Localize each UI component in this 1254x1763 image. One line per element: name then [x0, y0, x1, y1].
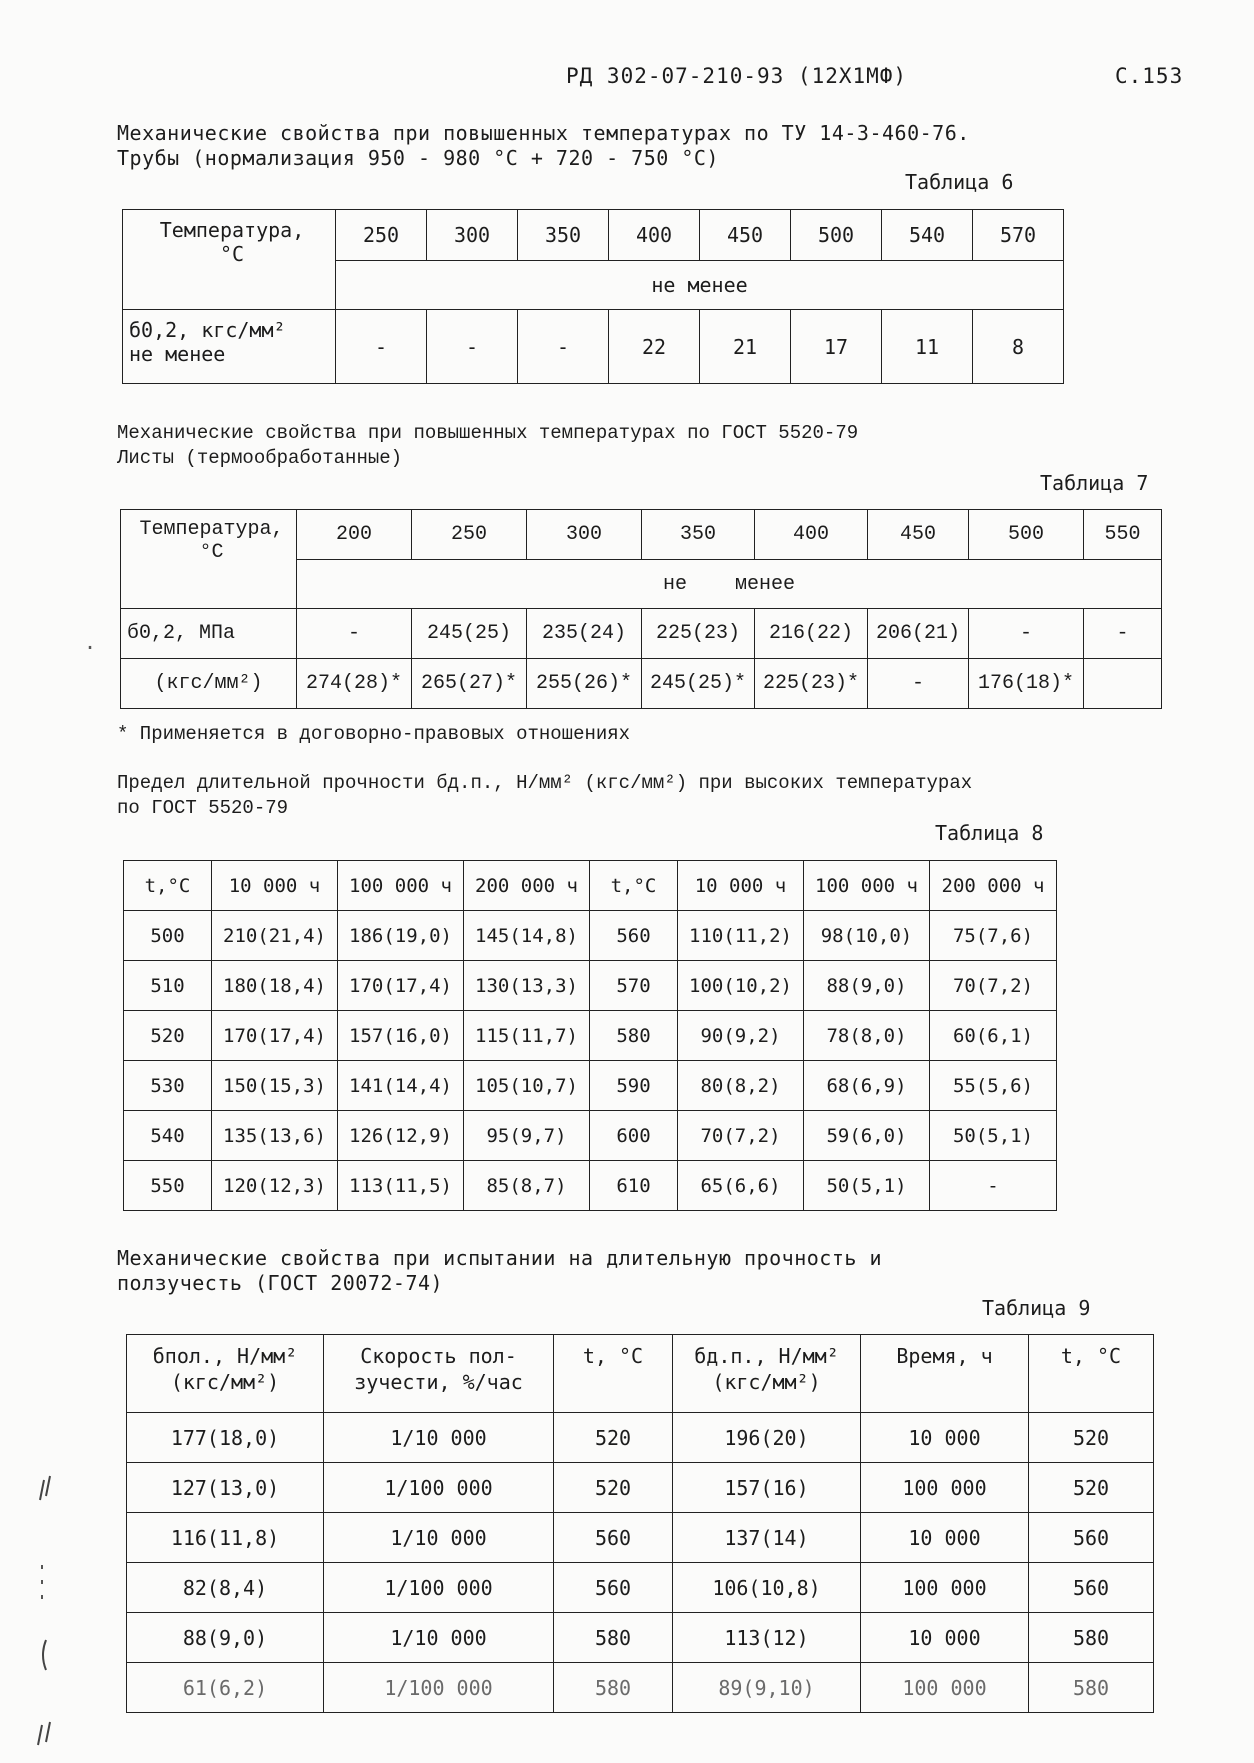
t7-temp-cell: 400: [755, 510, 868, 560]
table-cell: 1/100 000: [324, 1563, 554, 1613]
table-cell: 560: [590, 911, 678, 961]
table-cell: 98(10,0): [804, 911, 930, 961]
t7-temp-cell: 550: [1084, 510, 1162, 560]
table-cell: 10 000: [861, 1513, 1029, 1563]
table-9: [126, 1334, 1154, 1713]
t7-kgs-cell: 225(23)*: [755, 659, 868, 709]
table-cell: 55(5,6): [930, 1061, 1057, 1111]
t9-col-header: бд.п., Н/мм² (кгс/мм²): [673, 1335, 861, 1413]
table-cell: 120(12,3): [212, 1161, 338, 1211]
table-row: [127, 1563, 1154, 1613]
t6-temp-cell: 300: [427, 210, 518, 261]
t7-mpa-cell: 245(25): [412, 609, 527, 659]
table-cell: 80(8,2): [678, 1061, 804, 1111]
table-cell: 135(13,6): [212, 1111, 338, 1161]
t7-temp-header: Температура, °С: [121, 510, 297, 609]
table-cell: 560: [1029, 1563, 1154, 1613]
t7-kgs-cell: -: [868, 659, 969, 709]
table-cell: 196(20): [673, 1413, 861, 1463]
table-cell: 520: [1029, 1413, 1154, 1463]
t7-mpa-cell: 225(23): [642, 609, 755, 659]
t9-col-header: t, °С: [1029, 1335, 1154, 1413]
t7-kgs-cell: 245(25)*: [642, 659, 755, 709]
table7-caption-line2: Листы (термообработанные): [117, 447, 403, 469]
t6-value-cell: 17: [791, 310, 882, 384]
table-cell: 550: [124, 1161, 212, 1211]
t6-temp-cell: 450: [700, 210, 791, 261]
table-cell: 90(9,2): [678, 1011, 804, 1061]
table-cell: 100(10,2): [678, 961, 804, 1011]
table-6: [122, 209, 1064, 384]
t7-temp-cell: 200: [297, 510, 412, 560]
t7-temp-cell: 350: [642, 510, 755, 560]
t6-temp-cell: 350: [518, 210, 609, 261]
table-cell: 65(6,6): [678, 1161, 804, 1211]
table7-caption-line1: Механические свойства при повышенных температурах по ГОСТ 5520-79: [117, 422, 859, 444]
table-cell: 520: [554, 1413, 673, 1463]
table-cell: 180(18,4): [212, 961, 338, 1011]
t7-kgs-cell: 176(18)*: [969, 659, 1084, 709]
t6-value-cell: -: [427, 310, 518, 384]
table-cell: 100 000: [861, 1663, 1029, 1713]
table-cell: 126(12,9): [338, 1111, 464, 1161]
t9-col-header: Время, ч: [861, 1335, 1029, 1413]
t7-mpa-header: б0,2, МПа: [121, 609, 297, 659]
t8-col-header: 10 000 ч: [212, 861, 338, 911]
table-row: [124, 961, 1057, 1011]
t6-stress-header: б0,2, кгс/мм² не менее: [123, 310, 336, 384]
margin-scan-marks: [30, 1470, 70, 1760]
table-cell: 560: [1029, 1513, 1154, 1563]
t7-mpa-cell: -: [297, 609, 412, 659]
t8-col-header: 100 000 ч: [338, 861, 464, 911]
table-cell: 10 000: [861, 1613, 1029, 1663]
t6-value-cell: -: [336, 310, 427, 384]
t7-temp-cell: 500: [969, 510, 1084, 560]
t6-temp-cell: 250: [336, 210, 427, 261]
t6-value-cell: 21: [700, 310, 791, 384]
table-cell: 580: [1029, 1613, 1154, 1663]
t7-kgs-header: (кгс/мм²): [121, 659, 297, 709]
table-cell: 88(9,0): [127, 1613, 324, 1663]
margin-dot: .: [84, 630, 97, 654]
table-7: [120, 509, 1162, 709]
t6-temp-header: Температура, °С: [123, 210, 336, 310]
table-cell: 82(8,4): [127, 1563, 324, 1613]
table-cell: 530: [124, 1061, 212, 1111]
table-row: [127, 1413, 1154, 1463]
table-cell: 1/10 000: [324, 1613, 554, 1663]
table-cell: 210(21,4): [212, 911, 338, 961]
t6-temp-cell: 570: [973, 210, 1064, 261]
table-cell: 150(15,3): [212, 1061, 338, 1111]
table-cell: 580: [590, 1011, 678, 1061]
t7-mpa-cell: 235(24): [527, 609, 642, 659]
t8-col-header: 200 000 ч: [930, 861, 1057, 911]
table-cell: 100 000: [861, 1463, 1029, 1513]
table-cell: 60(6,1): [930, 1011, 1057, 1061]
table-cell: 89(9,10): [673, 1663, 861, 1713]
table-cell: 157(16,0): [338, 1011, 464, 1061]
table9-label: Таблица 9: [982, 1296, 1091, 1320]
table-cell: 100 000: [861, 1563, 1029, 1613]
table-cell: 68(6,9): [804, 1061, 930, 1111]
table-cell: 580: [554, 1613, 673, 1663]
table-cell: 145(14,8): [464, 911, 590, 961]
t7-kgs-cell: 265(27)*: [412, 659, 527, 709]
table-row: [127, 1613, 1154, 1663]
t9-col-header: Скорость пол- зучести, %/час: [324, 1335, 554, 1413]
t8-col-header: t,°С: [124, 861, 212, 911]
table-cell: 88(9,0): [804, 961, 930, 1011]
table-cell: 570: [590, 961, 678, 1011]
table-cell: 116(11,8): [127, 1513, 324, 1563]
table-cell: 177(18,0): [127, 1413, 324, 1463]
t7-kgs-cell: 255(26)*: [527, 659, 642, 709]
table-row: [124, 911, 1057, 961]
table-cell: 78(8,0): [804, 1011, 930, 1061]
table-cell: 520: [554, 1463, 673, 1513]
table8-caption-line1: Предел длительной прочности бд.п., Н/мм² (кгс/мм²) при высоких температурах: [117, 772, 973, 794]
t7-mpa-cell: -: [969, 609, 1084, 659]
t6-temp-cell: 540: [882, 210, 973, 261]
table-8: [123, 860, 1057, 1211]
t8-col-header: 100 000 ч: [804, 861, 930, 911]
document-code: РД 302-07-210-93 (12Х1МФ): [566, 64, 908, 88]
table-cell: -: [930, 1161, 1057, 1211]
table-cell: 610: [590, 1161, 678, 1211]
table-row: [124, 1061, 1057, 1111]
t8-col-header: t,°С: [590, 861, 678, 911]
t8-col-header: 10 000 ч: [678, 861, 804, 911]
table-cell: 1/10 000: [324, 1513, 554, 1563]
table-cell: 110(11,2): [678, 911, 804, 961]
t6-value-cell: 8: [973, 310, 1064, 384]
table-cell: 127(13,0): [127, 1463, 324, 1513]
t7-temp-cell: 250: [412, 510, 527, 560]
table-cell: 113(12): [673, 1613, 861, 1663]
t6-min-note: не менее: [336, 261, 1064, 310]
table9-caption-line1: Механические свойства при испытании на длительную прочность и: [117, 1246, 883, 1270]
table-cell: 50(5,1): [930, 1111, 1057, 1161]
table-cell: 70(7,2): [930, 961, 1057, 1011]
table-cell: 141(14,4): [338, 1061, 464, 1111]
table-cell: 590: [590, 1061, 678, 1111]
table-cell: 95(9,7): [464, 1111, 590, 1161]
table-cell: 59(6,0): [804, 1111, 930, 1161]
table-cell: 61(6,2): [127, 1663, 324, 1713]
table-cell: 105(10,7): [464, 1061, 590, 1111]
table-cell: 157(16): [673, 1463, 861, 1513]
table-cell: 75(7,6): [930, 911, 1057, 961]
table-cell: 500: [124, 911, 212, 961]
t7-mpa-cell: -: [1084, 609, 1162, 659]
table6-caption-line1: Механические свойства при повышенных температурах по ТУ 14-3-460-76.: [117, 121, 970, 145]
table-row: [124, 1011, 1057, 1061]
t9-col-header: бпол., Н/мм² (кгс/мм²): [127, 1335, 324, 1413]
table-cell: 1/10 000: [324, 1413, 554, 1463]
table-row: [127, 1663, 1154, 1713]
table6-label: Таблица 6: [905, 170, 1014, 194]
t6-temp-cell: 400: [609, 210, 700, 261]
table9-caption-line2: ползучесть (ГОСТ 20072-74): [117, 1271, 444, 1295]
table-cell: 85(8,7): [464, 1161, 590, 1211]
table-cell: 1/100 000: [324, 1663, 554, 1713]
table8-label: Таблица 8: [935, 821, 1044, 845]
table-cell: 580: [554, 1663, 673, 1713]
table8-caption-line2: по ГОСТ 5520-79: [117, 797, 289, 819]
t9-col-header: t, °С: [554, 1335, 673, 1413]
table-cell: 113(11,5): [338, 1161, 464, 1211]
table-cell: 520: [124, 1011, 212, 1061]
table-cell: 580: [1029, 1663, 1154, 1713]
t7-min-note: не менее: [297, 560, 1162, 609]
table7-label: Таблица 7: [1040, 471, 1149, 495]
table-row: [127, 1463, 1154, 1513]
table-cell: 170(17,4): [338, 961, 464, 1011]
t7-mpa-cell: 216(22): [755, 609, 868, 659]
t6-value-cell: 11: [882, 310, 973, 384]
table-cell: 137(14): [673, 1513, 861, 1563]
table-cell: 130(13,3): [464, 961, 590, 1011]
t7-mpa-cell: 206(21): [868, 609, 969, 659]
t7-temp-cell: 450: [868, 510, 969, 560]
page-number: С.153: [1115, 64, 1184, 88]
table6-caption-line2: Трубы (нормализация 950 - 980 °С + 720 - 750 °С): [117, 146, 719, 170]
table-cell: 186(19,0): [338, 911, 464, 961]
table-cell: 50(5,1): [804, 1161, 930, 1211]
table-row: [127, 1513, 1154, 1563]
table-cell: 600: [590, 1111, 678, 1161]
table-cell: 170(17,4): [212, 1011, 338, 1061]
t6-value-cell: -: [518, 310, 609, 384]
t7-temp-cell: 300: [527, 510, 642, 560]
table-cell: 560: [554, 1513, 673, 1563]
table-cell: 10 000: [861, 1413, 1029, 1463]
table-cell: 106(10,8): [673, 1563, 861, 1613]
table-cell: 560: [554, 1563, 673, 1613]
table-row: [124, 1111, 1057, 1161]
table-cell: 70(7,2): [678, 1111, 804, 1161]
table-cell: 1/100 000: [324, 1463, 554, 1513]
table-cell: 115(11,7): [464, 1011, 590, 1061]
table-cell: 510: [124, 961, 212, 1011]
t6-temp-cell: 500: [791, 210, 882, 261]
table7-footnote: * Применяется в договорно-правовых отношениях: [117, 723, 631, 745]
t6-value-cell: 22: [609, 310, 700, 384]
table-cell: 540: [124, 1111, 212, 1161]
t7-kgs-cell: [1084, 659, 1162, 709]
t7-kgs-cell: 274(28)*: [297, 659, 412, 709]
table-cell: 520: [1029, 1463, 1154, 1513]
table-row: [124, 1161, 1057, 1211]
t8-col-header: 200 000 ч: [464, 861, 590, 911]
